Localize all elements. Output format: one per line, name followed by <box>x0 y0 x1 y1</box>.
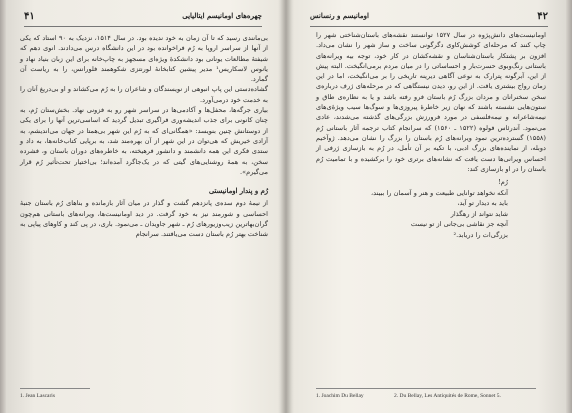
left-header-rule <box>24 26 262 27</box>
poem-line-2: آنکه نخواهد توانایی طبیعت و هنر و آسمان را ببیند، <box>370 188 508 197</box>
right-header-rule <box>310 26 548 27</box>
right-body-text <box>316 30 546 240</box>
section-paragraph: از نیمهٔ دوم سده‌ی پانزدهم گشت و گذار در میان آثار بازمانده و بناهای رُم باستان جنبهٔ احساسی و شورمند نیز به خود گرفت. در دید اومانیست‌ها، ویرانه‌های باستانی هم‌چون گران‌بهاترین زیب‌وزیورهای رُم ـ شهر جاویدان ـ می‌نمود. باری، در پی کند و کاوهای پیاپی به شناخت بهتر رُم باستان دست می‌یافتند. سرانجام <box>20 199 268 239</box>
right-footnote-1: 1. Joachim Du Bellay <box>316 393 364 399</box>
right-footnote-2: 2. Du Bellay, Les Antiquités de Rome, Sonnet 5. <box>394 393 501 399</box>
left-paragraph-1: بی‌مانندی رسید که تا آن زمان به خود ندیده بود. در سال ۱۵۱۴، نزدیک به ۹۰ استاد که یکی از آنها از سراسر اروپا به رُم فراخوانده بود در این دانشگاه درس می‌دادند. انوی دهم که شیفتهٔ مطالعات یونانی بود دانشکدهٔ ویژه‌ای مسجهز به چاپ‌خانه برای این زبان بنیاد نهاد و یانوس لاسکاریس¹ مدیر پیشین کتابخانهٔ لورنتزی شکوهمند فلورانس، را به ریاست آن گمارد. <box>20 34 268 84</box>
section-heading: رُم و پندار اومانیستی <box>208 187 268 196</box>
right-page <box>286 0 572 413</box>
book-spine-shadow <box>278 0 294 413</box>
right-paragraph-1: اومانیست‌های دانش‌پژوه در سال ۱۵۲۷ توانستند نقشه‌های باستان‌شناختی شهر را چاپ کنند که مرحله‌ای کوشش‌کاوی دگرگونی ساخت و ساز شهر را نشان می‌داد. افزون بر پشتکار باستان‌شناسان و نقشه‌کشان در کار خود، توجه بیه ویرانه‌های باستانی رنگ‌وبوی حسرت‌بار و احساساتی را در میان مردم برمی‌انگیخت. البته پیش از این، آبرگونه پترارک به نوعی آگاهی دیرینه تاریخی را بر می‌انگیخت، اما در این زمان رواج بیشتری یافت. از این رو، دیدن نیستگاهی که در مرحله‌های ژرف درباره‌ی سخن سخنرانان و مردان بزرگ رُم باستان فرو رفته باشد و یا به نظاره‌ی طاق و ستون‌هایی نشسته باشند که نهان زیر خاطرهٔ پیروزی‌ها و سوگ‌ها سیب ویژهٔ‌ی‌های نیمه‌شاعرانه و نیمه‌فلسفی در مورد فرورزش بزرگی‌های گذشته می‌شدند، عادی می‌نمود. آندرئاس فولوه (۱۵۲۲ ـ ۱۵۶۰) که سرانجام کتاب ترجمه آثار باستانی رُم (۱۵۵۸) گسترده‌ترین نمود ویرانه‌های رُم باستان را بزرگ را نشان می‌دهد. ژوآخیم دوبله، از نماینده‌های بزرگ ادبی، با تکیه بر آن تأمل، در رُم به بازسازی ژرفی از احساس ویرانی‌ها دست یافت که نشانه‌های برتری خود را برکشیده و با تمامیت رُم باستان را در او بازسازی کند: <box>316 31 547 173</box>
left-footnote: 1. Jean Lascaris <box>20 393 55 399</box>
right-footnote-rule <box>316 388 536 389</box>
left-footnote-rule <box>20 388 90 389</box>
poem-line-6: بزرگی‌ات را دریابد.² <box>453 230 508 239</box>
right-page-number: ۴۲ <box>537 11 548 22</box>
left-body-text <box>20 33 268 240</box>
left-paragraph-2: گشاده‌دستی این پاپ انبوهی از نویسندگان و شاعران را به رُم می‌کشاند و او بی‌دریغ آنان را به خدمت خود درمی‌آورد. <box>20 85 268 104</box>
left-running-head <box>24 11 262 22</box>
left-page-number: ۴۱ <box>24 11 35 22</box>
poem-line-3: باید به دیدار تو آید، <box>457 199 508 208</box>
left-running-title: چهره‌های اومانیسم ایتالیایی <box>182 11 262 20</box>
left-paragraph-3: بیاری جرگه‌ها، محفل‌ها و آکادمی‌ها در سراسر شهر رو به فزونی نهاد. بخش‌ستان رُم، به چنان کانونی برای جذب اندیشه‌وری فراگیری تبدیل گردید که اساسی‌ترین آنها را برای یکی از دوستانش چنین بنویسد: «همگانی‌ای که به رُم این شهر بی‌همتا در جهان می‌اندیشم، به آزادی خیریش که هی‌توان در این شهر از آن بهره‌مند شد، به برپایی کتاب‌خانه‌ها، به داد و ستدی فکری این همه دانشمند و دانشور فرهیخته، به خاطره‌های دوران باستان و، فشرده سخن، به همهٔ روشنایی‌های گیتی که در یک‌جاگرد آمده‌اند؛ بی‌اختیار تحت‌تأثیر رُم قرار می‌گیرم». <box>20 106 268 176</box>
poem-line-5: آنچه جز نقاشی بی‌جانی از تو نیست <box>410 220 508 229</box>
poem-line-1: رُم! <box>498 178 508 187</box>
poem-block <box>316 177 508 240</box>
right-running-title: اومانیسم و رنسانس <box>310 11 370 20</box>
right-running-head <box>310 11 548 22</box>
poem-line-4: شاید نتواند از رهگذار <box>450 209 508 218</box>
